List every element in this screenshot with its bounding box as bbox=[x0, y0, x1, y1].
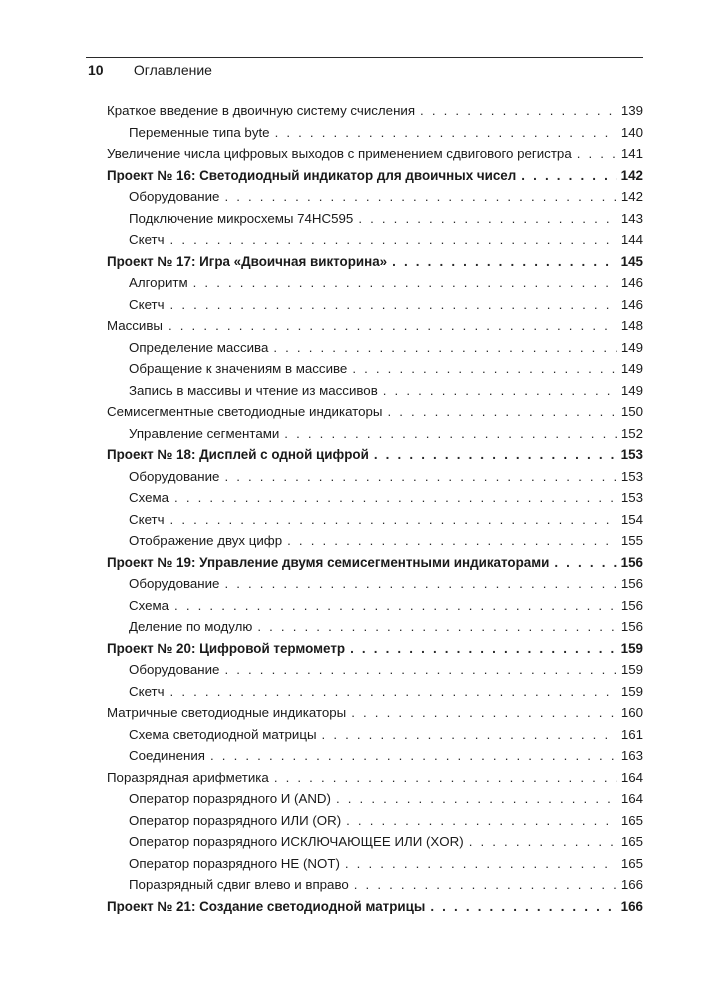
toc-subentry bbox=[107, 122, 643, 144]
dot-leader bbox=[168, 315, 617, 337]
toc-entry-page: 153 bbox=[620, 447, 643, 462]
toc-entry-title: Краткое введение в двоичную систему счисления bbox=[107, 103, 416, 118]
toc-subentry bbox=[107, 509, 643, 531]
toc-entry-title: Поразрядный сдвиг влево и вправо bbox=[129, 877, 349, 892]
dot-leader bbox=[350, 638, 617, 660]
toc-entry-page: 140 bbox=[620, 124, 643, 140]
toc-entry-page: 156 bbox=[620, 554, 643, 570]
toc-entry-page: 164 bbox=[620, 791, 643, 806]
dot-leader bbox=[170, 229, 617, 251]
dot-leader bbox=[284, 423, 617, 445]
toc-entry-title: Переменные типа byte bbox=[129, 124, 270, 140]
dot-leader bbox=[392, 251, 617, 273]
toc-entry-page: 154 bbox=[620, 511, 643, 527]
toc-subentry bbox=[107, 487, 643, 509]
toc-entry-page: 149 bbox=[620, 339, 643, 355]
toc-project-entry bbox=[107, 165, 643, 187]
toc-project-entry bbox=[107, 251, 643, 273]
toc-subentry bbox=[107, 659, 643, 681]
dot-leader bbox=[469, 831, 617, 853]
dot-leader bbox=[345, 853, 617, 875]
toc-entry-page: 164 bbox=[620, 769, 643, 785]
toc-entry-page: 145 bbox=[620, 253, 643, 269]
dot-leader bbox=[336, 788, 617, 810]
toc-project-entry bbox=[107, 552, 643, 574]
toc-entry-page: 159 bbox=[620, 662, 643, 677]
dot-leader bbox=[273, 337, 616, 359]
toc-entry-page: 144 bbox=[620, 232, 643, 247]
toc-entry-page: 159 bbox=[620, 640, 643, 656]
toc-subentry bbox=[107, 616, 643, 638]
toc-entry-title: Оборудование bbox=[129, 662, 220, 677]
header-rule bbox=[86, 57, 643, 58]
dot-leader bbox=[275, 122, 617, 144]
dot-leader bbox=[174, 595, 617, 617]
toc-subentry bbox=[107, 423, 643, 445]
toc-entry-title: Управление сегментами bbox=[129, 425, 280, 441]
toc-subentry bbox=[107, 874, 643, 896]
toc-subentry bbox=[107, 229, 643, 251]
toc-entry-title: Семисегментные светодиодные индикаторы bbox=[107, 404, 383, 419]
dot-leader bbox=[274, 767, 617, 789]
page-header bbox=[88, 62, 643, 84]
toc-entry-title: Проект № 19: Управление двумя семисегментными индикаторами bbox=[107, 554, 550, 570]
toc-entry-title: Определение массива bbox=[129, 339, 269, 355]
toc-entry-title: Поразрядная арифметика bbox=[107, 769, 269, 785]
toc-entry-page: 142 bbox=[620, 189, 643, 204]
page-number: 10 bbox=[88, 62, 104, 78]
toc-entry-page: 152 bbox=[620, 425, 643, 441]
toc-entry-title: Схема светодиодной матрицы bbox=[129, 726, 317, 742]
dot-leader bbox=[346, 810, 617, 832]
dot-leader bbox=[224, 466, 616, 488]
toc-entry-title: Подключение микросхемы 74HC595 bbox=[129, 210, 354, 226]
dot-leader bbox=[352, 358, 617, 380]
toc-entry-page: 161 bbox=[620, 726, 643, 742]
toc-entry bbox=[107, 315, 643, 337]
dot-leader bbox=[224, 573, 616, 595]
running-title: Оглавление bbox=[133, 62, 212, 78]
toc-entry-title: Скетч bbox=[129, 683, 165, 699]
toc-entry bbox=[107, 401, 643, 423]
toc-subentry bbox=[107, 294, 643, 316]
toc-entry-title: Алгоритм bbox=[129, 275, 188, 290]
toc-entry-page: 148 bbox=[620, 318, 643, 333]
toc-entry-page: 166 bbox=[620, 898, 643, 914]
toc-subentry bbox=[107, 272, 643, 294]
dot-leader bbox=[430, 896, 616, 918]
toc-entry-page: 163 bbox=[620, 748, 643, 763]
toc-entry-page: 143 bbox=[620, 210, 643, 226]
toc-project-entry bbox=[107, 444, 643, 466]
toc-entry-page: 159 bbox=[620, 683, 643, 699]
toc-entry-title: Оборудование bbox=[129, 468, 220, 484]
toc-entry-title: Проект № 16: Светодиодный индикатор для двоичных чисел bbox=[107, 167, 517, 183]
toc-entry-page: 156 bbox=[620, 576, 643, 591]
toc-entry-title: Отображение двух цифр bbox=[129, 533, 283, 548]
dot-leader bbox=[351, 702, 617, 724]
dot-leader bbox=[387, 401, 616, 423]
dot-leader bbox=[170, 509, 617, 531]
dot-leader bbox=[170, 294, 617, 316]
toc-subentry bbox=[107, 466, 643, 488]
toc-entry-page: 150 bbox=[620, 404, 643, 419]
toc-entry-page: 141 bbox=[620, 146, 643, 161]
toc-entry-title: Оператор поразрядного И (AND) bbox=[129, 791, 331, 806]
toc-subentry bbox=[107, 573, 643, 595]
toc-entry-title: Скетч bbox=[129, 511, 165, 527]
toc-entry-page: 165 bbox=[620, 812, 643, 828]
toc-entry-page: 156 bbox=[620, 619, 643, 634]
dot-leader bbox=[257, 616, 616, 638]
toc-subentry bbox=[107, 681, 643, 703]
toc-entry-page: 155 bbox=[620, 533, 643, 548]
toc-entry-page: 149 bbox=[620, 361, 643, 376]
toc-subentry bbox=[107, 530, 643, 552]
dot-leader bbox=[521, 165, 616, 187]
toc-entry-title: Проект № 17: Игра «Двоичная викторина» bbox=[107, 253, 388, 269]
dot-leader bbox=[577, 143, 617, 165]
dot-leader bbox=[170, 681, 617, 703]
toc-entry-title: Деление по модулю bbox=[129, 619, 253, 634]
toc-entry-title: Соединения bbox=[129, 748, 205, 763]
toc-subentry bbox=[107, 788, 643, 810]
toc-entry-page: 165 bbox=[620, 855, 643, 871]
dot-leader bbox=[383, 380, 617, 402]
toc-subentry bbox=[107, 810, 643, 832]
toc-entry-page: 153 bbox=[620, 468, 643, 484]
toc-entry-title: Увеличение числа цифровых выходов с применением сдвигового регистра bbox=[107, 146, 572, 161]
toc-entry-page: 166 bbox=[620, 877, 643, 892]
toc-entry-page: 146 bbox=[620, 296, 643, 312]
dot-leader bbox=[287, 530, 617, 552]
toc-subentry bbox=[107, 831, 643, 853]
toc-entry bbox=[107, 702, 643, 724]
toc-entry-title: Схема bbox=[129, 597, 170, 613]
dot-leader bbox=[224, 186, 616, 208]
dot-leader bbox=[174, 487, 617, 509]
toc-entry-title: Проект № 20: Цифровой термометр bbox=[107, 640, 346, 656]
table-of-contents bbox=[107, 100, 643, 917]
toc-entry-title: Матричные светодиодные индикаторы bbox=[107, 705, 347, 720]
toc-entry-title: Массивы bbox=[107, 318, 163, 333]
toc-entry bbox=[107, 143, 643, 165]
dot-leader bbox=[322, 724, 617, 746]
toc-subentry bbox=[107, 186, 643, 208]
toc-entry-page: 142 bbox=[620, 167, 643, 183]
toc-entry-title: Схема bbox=[129, 490, 170, 505]
toc-entry-title: Скетч bbox=[129, 232, 165, 247]
dot-leader bbox=[224, 659, 616, 681]
toc-entry-title: Проект № 21: Создание светодиодной матрицы bbox=[107, 898, 426, 914]
toc-entry-page: 139 bbox=[620, 103, 643, 118]
toc-entry-title: Оператор поразрядного ИЛИ (OR) bbox=[129, 812, 342, 828]
toc-subentry bbox=[107, 724, 643, 746]
dot-leader bbox=[354, 874, 617, 896]
toc-entry-title: Проект № 18: Дисплей с одной цифрой bbox=[107, 447, 369, 462]
toc-entry-title: Обращение к значениям в массиве bbox=[129, 361, 348, 376]
toc-entry-title: Оператор поразрядного НЕ (NOT) bbox=[129, 855, 340, 871]
toc-entry-page: 160 bbox=[620, 705, 643, 720]
dot-leader bbox=[374, 444, 617, 466]
toc-subentry bbox=[107, 337, 643, 359]
dot-leader bbox=[358, 208, 617, 230]
toc-entry-title: Оборудование bbox=[129, 189, 220, 204]
toc-entry bbox=[107, 100, 643, 122]
toc-entry-page: 146 bbox=[620, 275, 643, 290]
dot-leader bbox=[210, 745, 617, 767]
toc-entry-title: Оборудование bbox=[129, 576, 220, 591]
toc-entry-page: 165 bbox=[620, 834, 643, 849]
dot-leader bbox=[554, 552, 616, 574]
toc-subentry bbox=[107, 853, 643, 875]
toc-project-entry bbox=[107, 896, 643, 918]
dot-leader bbox=[420, 100, 617, 122]
toc-subentry bbox=[107, 208, 643, 230]
toc-entry-page: 153 bbox=[620, 490, 643, 505]
toc-subentry bbox=[107, 595, 643, 617]
toc-project-entry bbox=[107, 638, 643, 660]
toc-entry-title: Запись в массивы и чтение из массивов bbox=[129, 382, 378, 398]
toc-entry-title: Оператор поразрядного ИСКЛЮЧАЮЩЕЕ ИЛИ (XOR) bbox=[129, 834, 464, 849]
toc-entry-page: 149 bbox=[620, 382, 643, 398]
toc-entry-page: 156 bbox=[620, 597, 643, 613]
toc-subentry bbox=[107, 745, 643, 767]
toc-subentry bbox=[107, 380, 643, 402]
toc-subentry bbox=[107, 358, 643, 380]
toc-entry-title: Скетч bbox=[129, 296, 165, 312]
toc-entry bbox=[107, 767, 643, 789]
dot-leader bbox=[193, 272, 617, 294]
